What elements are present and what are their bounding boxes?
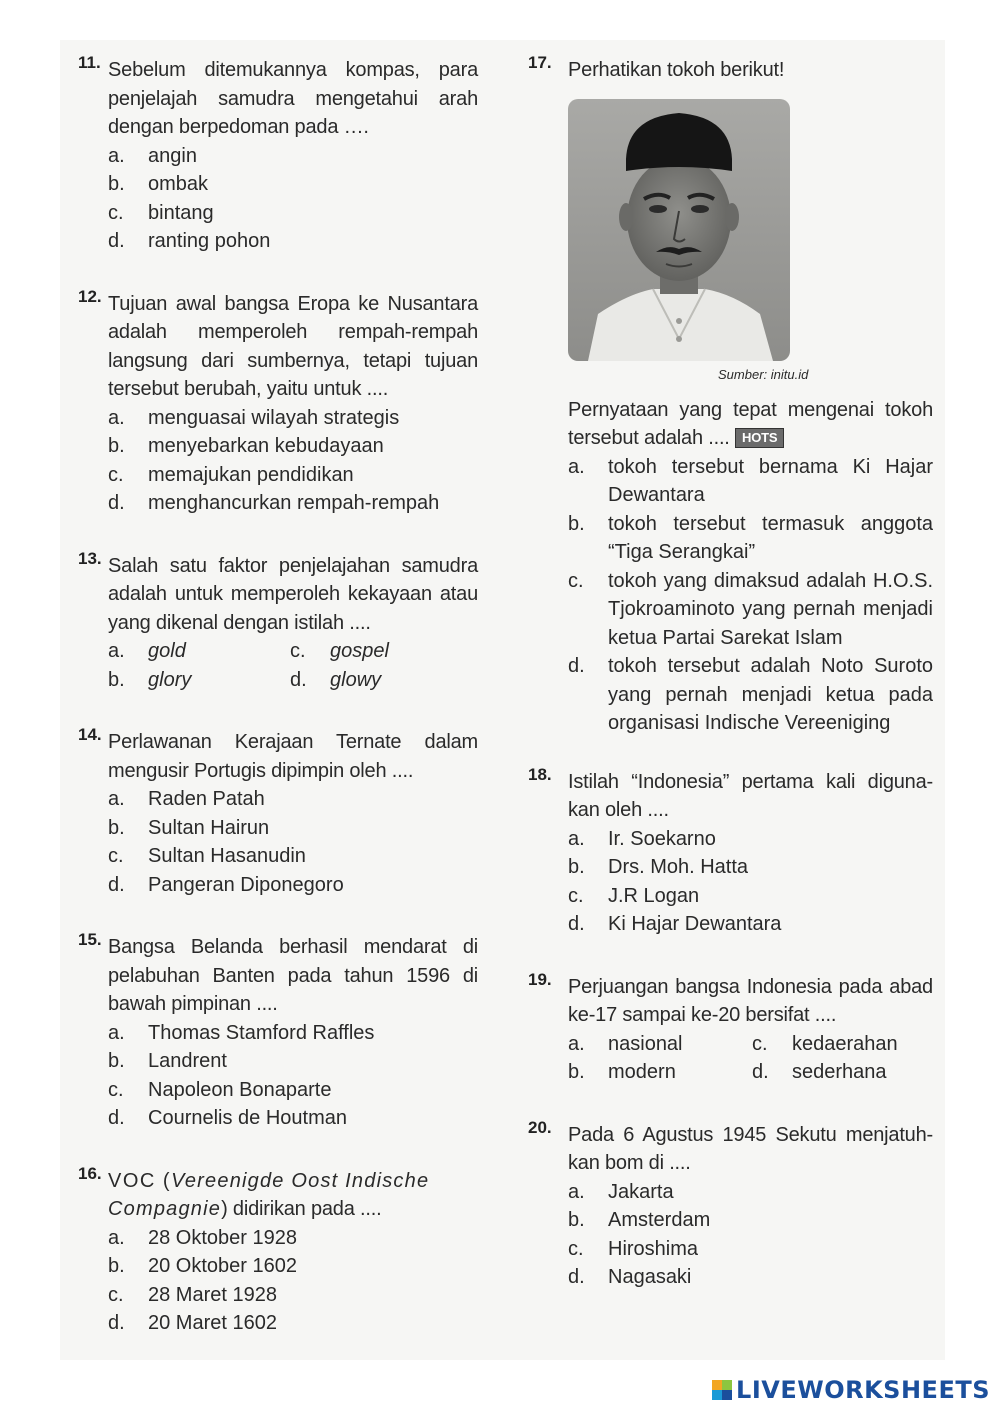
watermark-text: LIVEWORKSHEETS [736, 1376, 990, 1404]
option-b[interactable]: b. 20 Oktober 1602 [108, 1255, 297, 1277]
option-b[interactable]: b. ombak [108, 173, 209, 195]
question-number: 16. [78, 1163, 102, 1183]
option-c[interactable]: c. memajukan pendidikan [108, 463, 354, 486]
question-15 [78, 930, 478, 1133]
question-number: 13. [78, 548, 102, 568]
option-a[interactable]: a. Jakarta [568, 1180, 674, 1203]
option-a[interactable]: a. nasional [568, 1032, 683, 1055]
question-number: 18. [528, 764, 552, 784]
option-grid [108, 637, 478, 694]
option-d[interactable]: d. 20 Maret 1602 [108, 1312, 277, 1334]
hots-badge: HOTS [735, 428, 784, 448]
option-d[interactable]: d. Ki Hajar Dewantara [568, 913, 782, 935]
question-text: Pada 6 Agustus 1945 Sekutu menjatuh-kan bom di .... [568, 1123, 933, 1174]
portrait-image [568, 99, 790, 361]
question-text: Sebelum ditemukannya kompas, para penjelajah samudra mengetahui arah dengan berpedoman pada …. [108, 59, 478, 138]
question-14 [78, 725, 478, 899]
option-a[interactable]: a. angin [108, 144, 197, 167]
image-source-caption: Sumber: initu.id [718, 366, 809, 382]
option-d[interactable]: d. tokoh tersebut adalah Noto Suroto yang pernah menjadi ketua pada organisasi Indische Vereeniging [568, 655, 933, 734]
question-text: Bangsa Belanda berhasil mendarat di pelabuhan Banten pada tahun 1596 di bawah pimpinan .... [108, 936, 478, 1015]
left-column [78, 53, 478, 1372]
right-column [528, 53, 933, 1326]
option-c[interactable]: c. J.R Logan [568, 884, 700, 907]
option-b[interactable]: b. modern [568, 1061, 676, 1083]
question-20 [528, 1117, 933, 1292]
question-number: 15. [78, 930, 102, 949]
option-d[interactable]: d. glowy [290, 668, 382, 691]
question-number: 19. [528, 969, 552, 989]
question-12 [78, 286, 478, 518]
question-text: Tujuan awal bangsa Eropa ke Nusantara adalah memperoleh rempah-rempah langsung dari sumbernya, tetapi tujuan tersebut berubah, yaitu untuk .... [108, 292, 478, 400]
logo-square [712, 1380, 722, 1390]
option-a[interactable]: a. menguasai wilayah strategis [108, 406, 400, 429]
option-b[interactable]: b. Drs. Moh. Hatta [568, 856, 749, 878]
question-text: VOC (Vereenigde Oost Indische Compagnie) didirikan pada .... [108, 1169, 430, 1220]
option-a[interactable]: a. Thomas Stamford Raffles [108, 1021, 375, 1044]
option-a[interactable]: a. gold [108, 640, 186, 662]
liveworksheets-logo-icon [712, 1380, 732, 1400]
option-d[interactable]: d. Cournelis de Houtman [108, 1107, 347, 1129]
option-d[interactable]: d. Nagasaki [568, 1266, 692, 1288]
question-number: 17. [528, 53, 552, 72]
option-b[interactable]: b. glory [108, 668, 192, 691]
portrait-illustration [568, 99, 790, 361]
option-a[interactable]: a. tokoh tersebut bernama Ki Hajar Dewantara [568, 455, 933, 506]
option-d[interactable]: d. ranting pohon [108, 230, 271, 252]
option-a[interactable]: a. Raden Patah [108, 788, 265, 810]
question-text: Perlawanan Kerajaan Ternate dalam mengusir Portugis dipimpin oleh .... [108, 731, 478, 782]
question-number: 20. [528, 1117, 552, 1137]
option-d[interactable]: d. Pangeran Diponegoro [108, 873, 344, 896]
option-b[interactable]: b. Landrent [108, 1050, 227, 1072]
logo-square [722, 1390, 732, 1400]
option-a[interactable]: a. 28 Oktober 1928 [108, 1226, 297, 1249]
question-19 [528, 969, 933, 1087]
question-11 [78, 53, 478, 256]
question-text: Istilah “Indonesia” pertama kali diguna-kan oleh .... [568, 770, 933, 821]
option-d[interactable]: d. sederhana [752, 1061, 887, 1083]
question-13 [78, 548, 478, 695]
option-c[interactable]: c. kedaerahan [752, 1032, 898, 1055]
question-18 [528, 764, 933, 939]
option-c[interactable]: c. gospel [290, 640, 389, 662]
logo-square [712, 1390, 722, 1400]
option-c[interactable]: c. 28 Maret 1928 [108, 1283, 277, 1306]
option-b[interactable]: b. Amsterdam [568, 1209, 711, 1231]
question-number: 12. [78, 286, 102, 306]
option-c[interactable]: c. tokoh yang dimaksud adalah H.O.S. Tjokroaminoto yang pernah menjadi ketua Partai Sarekat Islam [568, 569, 933, 649]
question-intro: Perhatikan tokoh berikut! [568, 59, 785, 81]
question-number: 14. [78, 725, 102, 744]
question-17 [528, 53, 933, 738]
option-c[interactable]: c. Hiroshima [568, 1237, 699, 1260]
question-16 [78, 1163, 478, 1338]
option-b[interactable]: b. menyebarkan kebudayaan [108, 435, 384, 457]
option-a[interactable]: a. Ir. Soekarno [568, 827, 716, 850]
liveworksheets-watermark[interactable] [712, 1375, 990, 1405]
question-text: Salah satu faktor penjelajahan samudra adalah untuk memperoleh kekayaan atau yang dikenal dengan istilah .... [108, 554, 478, 634]
option-grid [568, 1030, 933, 1087]
option-c[interactable]: c. Sultan Hasanudin [108, 845, 306, 867]
option-b[interactable]: b. tokoh tersebut termasuk anggota “Tiga Serangkai” [568, 512, 933, 563]
option-c[interactable]: c. bintang [108, 201, 214, 224]
option-d[interactable]: d. menghancurkan rempah-rempah [108, 492, 440, 514]
option-b[interactable]: b. Sultan Hairun [108, 816, 270, 839]
question-number: 11. [78, 53, 101, 72]
option-c[interactable]: c. Napoleon Bonaparte [108, 1078, 332, 1101]
logo-square [722, 1380, 732, 1390]
question-text: Perjuangan bangsa Indonesia pada abad ke-17 sampai ke-20 bersifat .... [568, 975, 933, 1026]
question-text: Pernyataan yang tepat mengenai tokoh tersebut adalah .... HOTS [568, 398, 933, 449]
